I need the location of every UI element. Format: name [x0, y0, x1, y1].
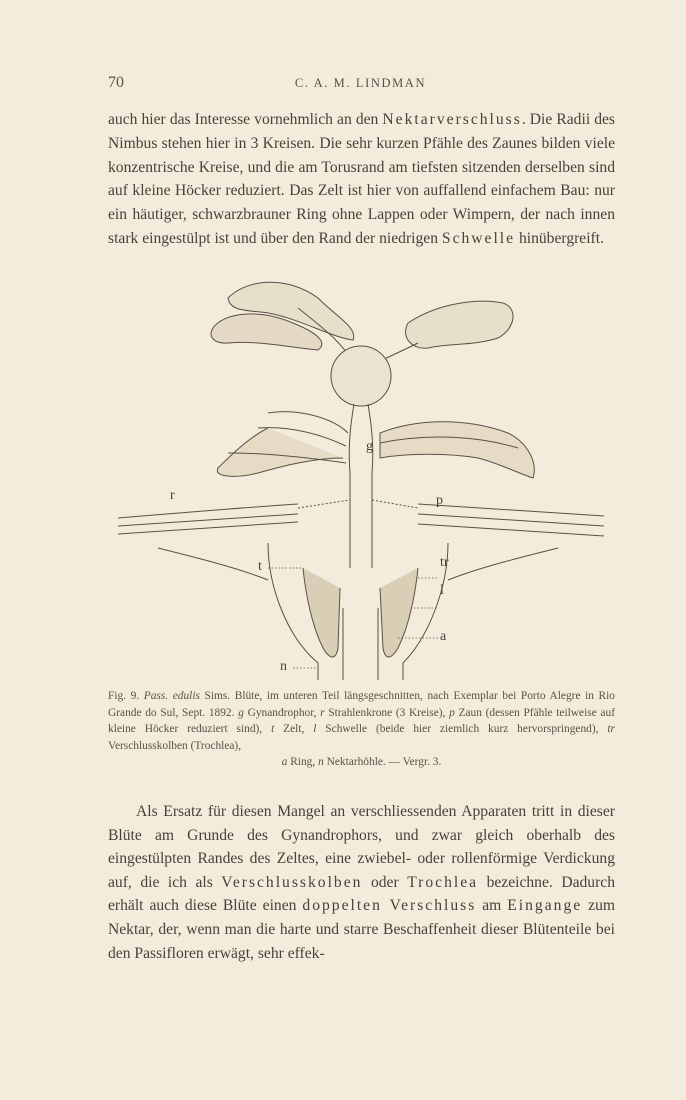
text-run: hinübergreift.	[515, 229, 604, 247]
caption-letter: l	[313, 723, 317, 736]
spaced-term: Nektarverschluss	[382, 111, 522, 128]
anther-right	[406, 301, 513, 348]
caption-letter: t	[271, 723, 275, 736]
text-run: zum Nektar, der, wenn man die harte und starre Beschaffenheit dieser Blütenteile bei den Passifloren erwägt, sehr effek-	[108, 897, 615, 962]
caption-text: Zelt,	[274, 723, 314, 736]
label-g: g	[366, 439, 373, 454]
nectar-chamber	[268, 543, 448, 680]
caption-letter: r	[320, 706, 325, 719]
ovary-ball	[331, 346, 391, 406]
spaced-term: Eingange	[507, 897, 583, 915]
caption-text: Sims. Blüte, im unteren Teil längsgeschnitten, nach Exemplar bei Porto Alegre in Rio Grande do Sul, Sept. 1892.	[108, 690, 615, 719]
text-run: oder	[362, 873, 408, 891]
label-r: r	[170, 488, 175, 503]
spaced-term: Trochlea	[407, 873, 479, 891]
caption-text: Nektarhöhle. — Vergr. 3.	[323, 756, 442, 769]
caption-text: Strahlenkrone (3 Kreise),	[324, 706, 450, 719]
caption-text: Gynandrophor,	[243, 706, 321, 719]
caption-text: Schwelle (beide hier ziemlich kurz hervorspringend),	[316, 723, 608, 736]
spaced-term: Schwelle	[441, 229, 516, 247]
caption-letter: p	[449, 706, 455, 719]
perianth-right	[418, 504, 604, 536]
caption-text: Zaun (dessen Pfähle teilweise auf kleine Höcker reduziert sind),	[108, 706, 615, 736]
radius-left	[217, 428, 343, 476]
gynandrophor	[350, 473, 372, 568]
caption-letter: a	[281, 756, 288, 769]
page-number: 70	[108, 74, 124, 91]
paragraph-2	[108, 800, 615, 965]
text-run: am	[476, 897, 508, 915]
page-header	[108, 74, 613, 94]
flower-section-figure	[118, 268, 604, 680]
text-run: . Die Radii des Nimbus stehen hier in 3 Kreisen. Die sehr kurzen Pfähle des Zaunes bilden viele konzentrische Kreise, und die am Torusrand am tiefsten sitzenden derselben sind auf kleine Höcker reduziert. Das Zelt ist hier von auffallend einfachem Bau: nur ein häutiger, schwarzbrauner Ring ohne Lappen oder Wimpern, der nach innen stark eingestülpt ist und über den Rand der niedrigen	[108, 111, 616, 247]
text-run: Als Ersatz für diesen Mangel an verschliessenden Apparaten tritt in dieser Blüte am Grunde des Gynandrophors, und zwar gleich oberhalb des eingestülpten Randes des Zeltes, eine zwiebel- oder rollenförmige Verdickung auf, die ich als	[108, 803, 615, 891]
figure-caption	[108, 688, 615, 771]
label-l: l	[440, 583, 444, 598]
label-a: a	[440, 629, 447, 644]
corona-right	[380, 422, 534, 478]
perianth-left	[118, 504, 298, 534]
label-p: p	[436, 493, 443, 508]
label-tr: tr	[440, 555, 449, 570]
caption-species: Pass. edulis	[143, 690, 200, 702]
caption-letter: n	[318, 756, 324, 769]
paragraph-1	[108, 108, 615, 251]
caption-text: Ring,	[287, 756, 319, 769]
running-head: C. A. M. LINDMAN	[294, 76, 427, 90]
caption-last-line	[108, 754, 615, 771]
caption-fig: Fig. 9.	[108, 690, 140, 702]
label-t: t	[258, 559, 262, 574]
text-run: bezeichne. Dadurch erhält auch diese Blüte einen	[108, 873, 616, 915]
caption-text: Verschlusskolben (Trochlea),	[108, 739, 242, 752]
spaced-term: doppelten Verschluss	[302, 897, 477, 915]
spaced-term: Verschlusskolben	[221, 873, 363, 891]
caption-letter: g	[238, 706, 244, 719]
text-run: auch hier das Interesse vornehmlich an den	[108, 111, 383, 128]
label-n: n	[280, 659, 287, 674]
caption-letter: tr	[607, 723, 615, 736]
